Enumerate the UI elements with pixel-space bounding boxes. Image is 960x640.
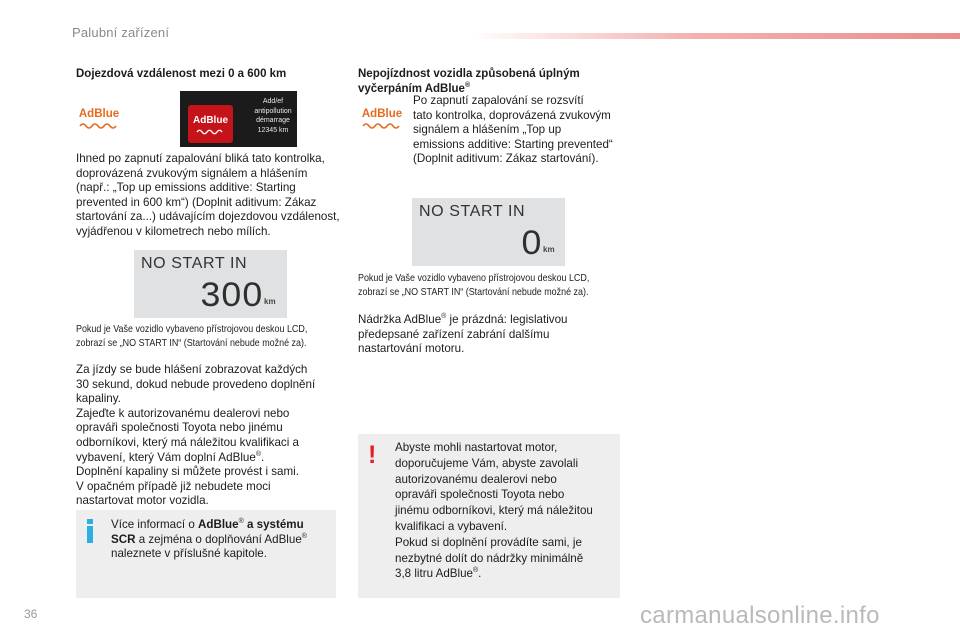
info-icon xyxy=(85,519,95,545)
info-box xyxy=(76,510,336,598)
left-lcd-caption: Pokud je Vaše vozidlo vybaveno přístrojovou deskou LCD, zobrazí se „NO START IN“ (Startování nebude možné za). xyxy=(76,324,308,349)
lcd-digits: 300 xyxy=(200,276,264,314)
info-box-text: Více informací o AdBlue® a systému SCR a zejména o doplňování AdBlue® naleznete v příslušné kapitole. xyxy=(111,518,307,561)
adblue-warning-icon xyxy=(78,108,120,129)
left-body-text: Ihned po zapnutí zapalování bliká tato kontrolka, doprovázená zvukovým signálem a hlášením (např.: „Top up emissions additive: Starting prevented in 600 km“) (Doplnit aditivum: Zákaz startování za...) udávajícím dojezdovou vzdálenost, vyjádřenou v kilometrech nebo mílích. xyxy=(76,152,340,238)
lcd-title: NO START IN xyxy=(141,255,248,272)
waves-icon xyxy=(361,121,403,129)
dashboard-waves-icon xyxy=(196,128,226,135)
section-title: Palubní zařízení xyxy=(72,25,170,40)
lcd-display-0 xyxy=(412,198,565,266)
exclamation-icon: ! xyxy=(368,441,377,469)
dashboard-message: Add/ef antipollution démarrage 12345 km xyxy=(254,98,292,134)
waves-icon xyxy=(78,121,120,129)
lcd-unit: km xyxy=(543,245,555,254)
adblue-icon-label: AdBlue xyxy=(78,108,120,120)
warning-box xyxy=(358,434,620,598)
adblue-dashboard-icon: AdBlue xyxy=(188,105,233,143)
left-paragraph: Za jízdy se bude hlášení zobrazovat každých 30 sekund, dokud nebude provedeno doplnění kapaliny. Zajeďte k autorizovanému dealerovi nebo opraváři společnosti Toyota nebo jinému odborníkovi, který má náležitou kvalifikaci a vybavení, který Vám doplní AdBlue®. Doplnění kapaliny si můžete provést i sami. V opačném případě již nebudete moci nastartovat motor vozidla. xyxy=(76,363,316,508)
header-accent-bar xyxy=(470,33,960,39)
lcd-unit: km xyxy=(264,297,276,306)
lcd-display-300 xyxy=(134,250,287,318)
page-number: 36 xyxy=(24,607,38,621)
dashboard-display-image xyxy=(180,91,297,147)
lcd-title: NO START IN xyxy=(419,203,526,220)
tank-empty-text: Nádržka AdBlue® je prázdná: legislativou předepsané zařízení zabrání dalšímu nastartování motoru. xyxy=(358,313,568,356)
lcd-digits: 0 xyxy=(521,224,543,262)
warning-box-text: Abyste mohli nastartovat motor, doporučujeme Vám, abyste zavolali autorizovanému dealerovi nebo opraváři společnosti Toyota nebo jinému odborníkovi, který má náležitou kvalifikaci a vybavení. Pokud si doplnění provádíte sami, je nezbytné dolít do nádržky minimálně 3,8 litru AdBlue®. xyxy=(395,441,593,581)
adblue-icon-label: AdBlue xyxy=(361,108,403,120)
right-lcd-caption: Pokud je Vaše vozidlo vybaveno přístrojovou deskou LCD, zobrazí se „NO START IN“ (Startování nebude možné za). xyxy=(358,273,590,298)
right-heading: Nepojízdnost vozidla způsobená úplným vyčerpáním AdBlue® xyxy=(358,68,580,95)
adblue-warning-icon-right xyxy=(361,108,403,129)
watermark: carmanualsonline.info xyxy=(640,602,880,629)
left-heading: Dojezdová vzdálenost mezi 0 a 600 km xyxy=(76,68,287,80)
right-body-text: Po zapnutí zapalování se rozsvítí tato kontrolka, doprovázená zvukovým signálem a hlášením „Top up emissions additive: Starting prevented“ (Doplnit aditivum: Zákaz startování). xyxy=(413,94,613,166)
